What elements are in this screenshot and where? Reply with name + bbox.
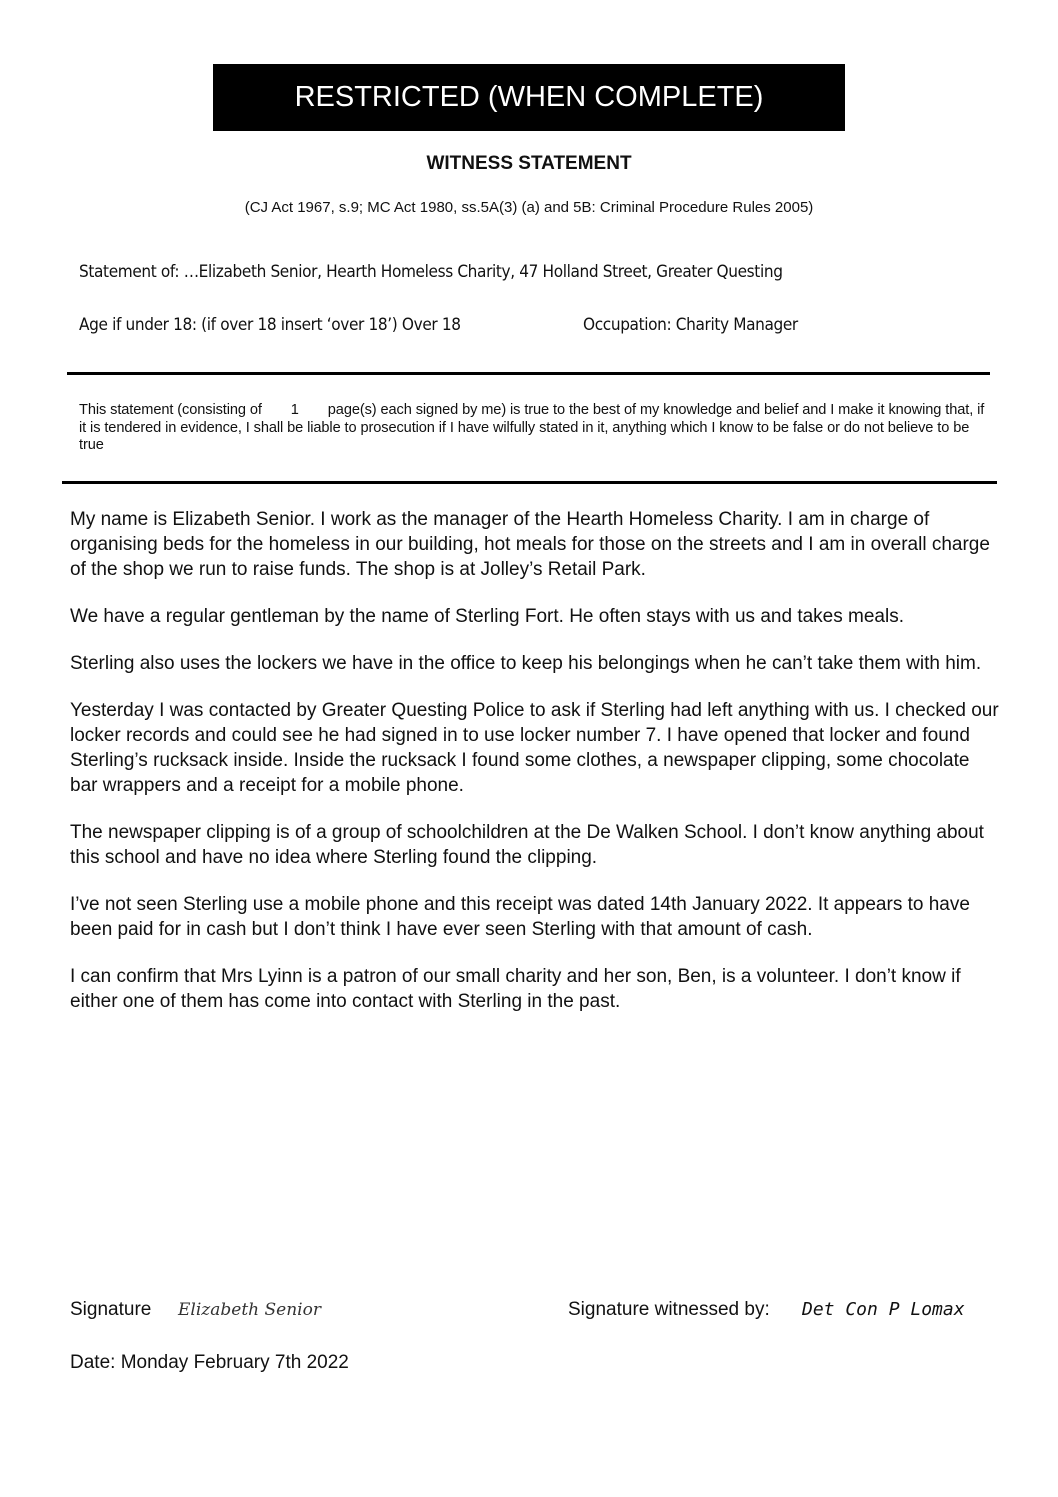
paragraph: My name is Elizabeth Senior. I work as the manager of the Hearth Homeless Charity. I am in charge of organising beds for the homeless in our building, hot meals for those on the streets and I am in overall charge of the shop we run to raise funds. The shop is at Jolley’s Retail Park.: [70, 509, 990, 580]
restricted-banner: RESTRICTED (WHEN COMPLETE): [213, 64, 845, 131]
divider: [62, 481, 997, 484]
divider: [67, 372, 990, 375]
paragraph: Yesterday I was contacted by Greater Questing Police to ask if Sterling had left anything with us. I checked our locker records and could see he had signed in to use locker number 7. I have opened that locker and found Sterling’s rucksack inside. Inside the rucksack I found some clothes, a newspaper clipping, some chocolate bar wrappers and a receipt for a mobile phone.: [70, 700, 999, 796]
paragraph: We have a regular gentleman by the name of Sterling Fort. He often stays with us and takes meals.: [70, 606, 904, 627]
declaration-text: page(s) each signed by me) is true to the best of my knowledge and belief and I make it knowing that, if it is tendered in evidence, I shall be liable to prosecution if I have wilfully stated in it, anything which I know to be false or do not believe to be true: [79, 402, 985, 453]
witness-signature: Det Con P Lomax: [802, 1299, 965, 1320]
paragraph: The newspaper clipping is of a group of schoolchildren at the De Walken School. I don’t know anything about this school and have no idea where Sterling found the clipping.: [70, 822, 984, 868]
page-count: 1: [290, 402, 299, 418]
declaration-text: This statement (consisting of: [79, 402, 262, 418]
statement-date: Date: Monday February 7th 2022: [70, 1352, 349, 1373]
signature: Elizabeth Senior: [178, 1300, 321, 1320]
witnessed-label: Signature witnessed by:: [568, 1299, 770, 1320]
age-field: Age if under 18: (if over 18 insert ‘over 18’) Over 18: [79, 315, 461, 334]
occupation-field: Occupation: Charity Manager: [583, 315, 798, 334]
document-title: WITNESS STATEMENT: [426, 153, 632, 174]
declaration: [79, 402, 994, 455]
signature-label: Signature: [70, 1299, 152, 1320]
legal-reference: (CJ Act 1967, s.9; MC Act 1980, ss.5A(3) (a) and 5B: Criminal Procedure Rules 2005): [244, 199, 814, 216]
paragraph: Sterling also uses the lockers we have in the office to keep his belongings when he can’t take them with him.: [70, 653, 982, 674]
paragraph: I’ve not seen Sterling use a mobile phone and this receipt was dated 14th January 2022. It appears to have been paid for in cash but I don’t think I have ever seen Sterling with that amount of cash.: [70, 894, 970, 940]
paragraph: I can confirm that Mrs Lyinn is a patron of our small charity and her son, Ben, is a volunteer. I don’t know if either one of them has come into contact with Sterling in the past.: [70, 966, 961, 1012]
statement-body: [70, 507, 1000, 1036]
statement-of: Statement of: …Elizabeth Senior, Hearth Homeless Charity, 47 Holland Street, Greater Questing: [79, 262, 783, 281]
